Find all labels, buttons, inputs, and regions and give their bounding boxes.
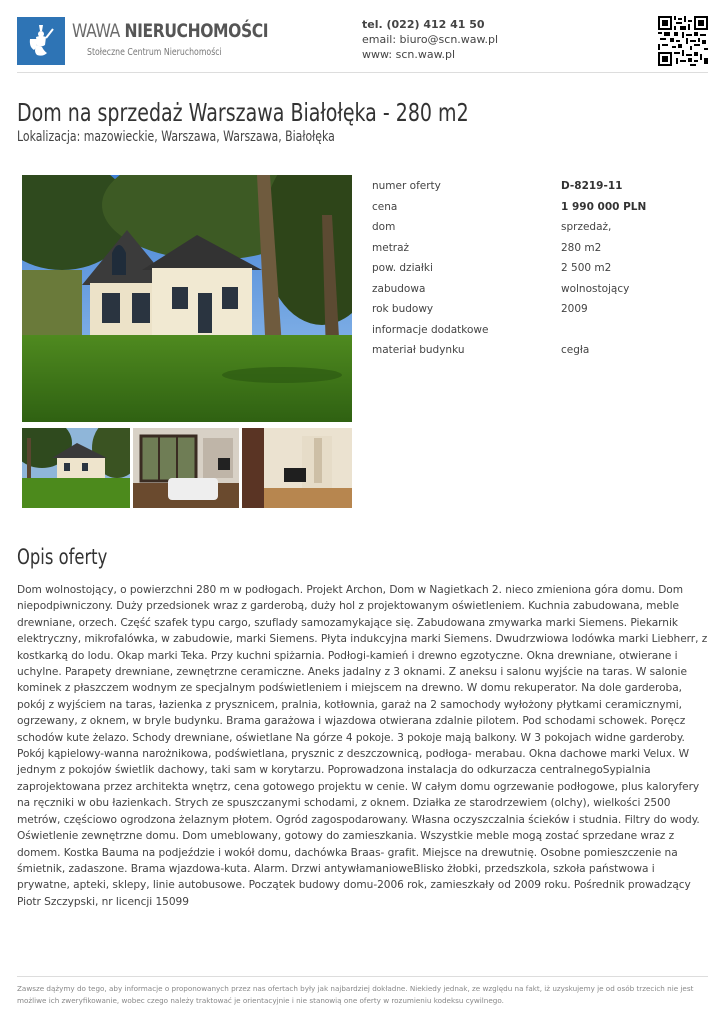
detail-row: [372, 238, 708, 259]
details-table: [372, 176, 708, 361]
disclaimer-text: Zawsze dążymy do tego, aby informacje o proponowanych przez nas ofertach były jak najbardziej dokładne. Niekiedy jednak, ze względu na fakt, iż uzyskujemy je od osób trzecich nie jest możliwe ich zweryfikowanie, wobec czego należy traktować je orientacyjnie i nie stanowią one oferty w rozumieniu kodeksu cywilnego.: [17, 984, 694, 1005]
footer-divider: [17, 976, 708, 977]
detail-row: [372, 176, 708, 197]
detail-label: rok budowy: [372, 303, 434, 315]
detail-value: 2 500 m2: [561, 262, 612, 274]
detail-label: dom: [372, 221, 396, 233]
detail-value: 1 990 000 PLN: [561, 200, 647, 213]
qr-code-icon: [658, 16, 708, 66]
detail-row: [372, 217, 708, 238]
detail-row: [372, 197, 708, 218]
thumbnail-exterior[interactable]: [22, 428, 130, 508]
detail-value: D-8219-11: [561, 180, 623, 192]
detail-value: 2009: [561, 303, 588, 315]
description-heading: Opis oferty: [17, 545, 108, 569]
thumbnail-fireplace[interactable]: [242, 428, 352, 508]
contact-block: [362, 17, 498, 62]
detail-label: numer oferty: [372, 180, 441, 192]
detail-row: [372, 299, 708, 320]
detail-value: cegła: [561, 344, 590, 356]
thumbnail-living-room[interactable]: [133, 428, 239, 508]
logo-icon[interactable]: [17, 17, 65, 65]
detail-row: [372, 340, 708, 361]
detail-label: metraż: [372, 241, 410, 254]
detail-label: cena: [372, 200, 398, 213]
detail-row: [372, 258, 708, 279]
contact-www[interactable]: www: scn.waw.pl: [362, 48, 456, 61]
detail-row: [372, 279, 708, 300]
listing-location: Lokalizacja: mazowieckie, Warszawa, Warszawa, Białołęka: [17, 129, 335, 145]
mermaid-sword-shield-icon: [17, 17, 65, 65]
description-text: Dom wolnostojący, o powierzchni 280 m w podłogach. Projekt Archon, Dom w Nagietkach 2. nieco zmieniona góra domu. Dom niepodpiwniczony. Duży przedsionek wraz z garderobą, duży hol z projektowanym oświetleniem. Kuchnia zabudowana, meble drewniane, orzech. Część szafek typu cargo, szuflady samozamykające się. Zabudowana zmywarka marki Siemens. Piekarnik elektryczny, mikrofalówka, w zabudowie, marki Siemens. Płyta indukcyjna marki Siemens. Dwudrzwiowa lodówka marki Liebherr, z kostkarką do lodu. Okap marki Teka. Przy kuchni spiżarnia. Podłogi-kamień i drewno egzotyczne. Okna drewniane, otwierane i uchylne. Parapety drewniane, zewnętrzne ceramiczne. Aneks jadalny z 3 oknami. Z aneksu i salonu wyjście na taras. W salonie kominek z płaszczem wodnym ze specjalnym podświetleniem i miejscem na drewno. W domu rekuperator. Na dole garderoba, pokój z wyjściem na taras, łazienka z prysznicem, pralnia, kotłownia, garaż na 2 samochody wyłożony płytkami ceramicznymi, ogrzewany, z oknem, w bryle budynku. Brama garażowa i wjazdowa otwierana zdalnie pilotem. Pod schodami schowek. Poręcz schodów kute żelazo. Schody drewniane, oświetlane Na górze 4 pokoje. 3 pokoje mają balkony. W 3 pokojach widne garderoby. Pokój kąpielowy-wanna narożnikowa, podświetlana, prysznic z deszczownicą, podłoga- merabau. Okna dachowe marki Velux. W jednym z pokojów świetlik dachowy, taki sam w korytarzu. Poprowadzona instalacja do odkurzacza centralnegoSypialnia zaprojektowana przez architekta wnętrz, cena gotowego projektu w cenie. W całym domu ogrzewanie podłogowe, plus kaloryfery na ręczniki w obu łazienkach. Strych ze spuszczanymi schodami, z oknem. Działka ze starodrzewiem (olchy), wielkości 2500 metrów, częściowo ogrodzona żelaznym płotem. Ogród zagospodarowany. Własna oczyszczalnia ścieków i studnia. Filtry do wody. Oświetlenie zewnętrzne domu. Dom umeblowany, gotowy do zamieszkania. Wszystkie meble mogą zostać sprzedane wraz z domem. Kostka Bauma na podjeździe i wokół domu, dachówka Braas- grafit. Miejsce na drewutnię. Osobne pomieszczenie na śmietnik, zadaszone. Brama wjazdowa-kuta. Alarm. Drzwi antywłamanioweBlisko żłobki, przedszkola, szkoła państwowa i prywatne, apteki, sklepy, linie autobusowe. Początek budowy domu-2006 rok, zamieszkały od 2009 roku. Pośrednik prowadzący Piotr Szczypski, nr licencji 15099: [17, 584, 708, 908]
header-divider: [17, 72, 708, 73]
logo-title: WAWA NIERUCHOMOŚCI: [72, 20, 269, 42]
detail-label: zabudowa: [372, 282, 426, 295]
detail-value: wolnostojący: [561, 282, 630, 295]
detail-label: materiał budynku: [372, 344, 465, 356]
contact-phone[interactable]: tel. (022) 412 41 50: [362, 18, 485, 31]
detail-row: [372, 320, 708, 341]
detail-value: sprzedaż,: [561, 221, 612, 233]
page-title: Dom na sprzedaż Warszawa Białołęka - 280 m2: [17, 98, 469, 127]
logo-subtitle: Stołeczne Centrum Nieruchomości: [87, 47, 222, 58]
detail-label: informacje dodatkowe: [372, 323, 489, 336]
contact-email[interactable]: email: biuro@scn.waw.pl: [362, 33, 499, 46]
detail-value: 280 m2: [561, 241, 602, 254]
detail-label: pow. działki: [372, 262, 433, 274]
main-photo[interactable]: [22, 175, 352, 422]
